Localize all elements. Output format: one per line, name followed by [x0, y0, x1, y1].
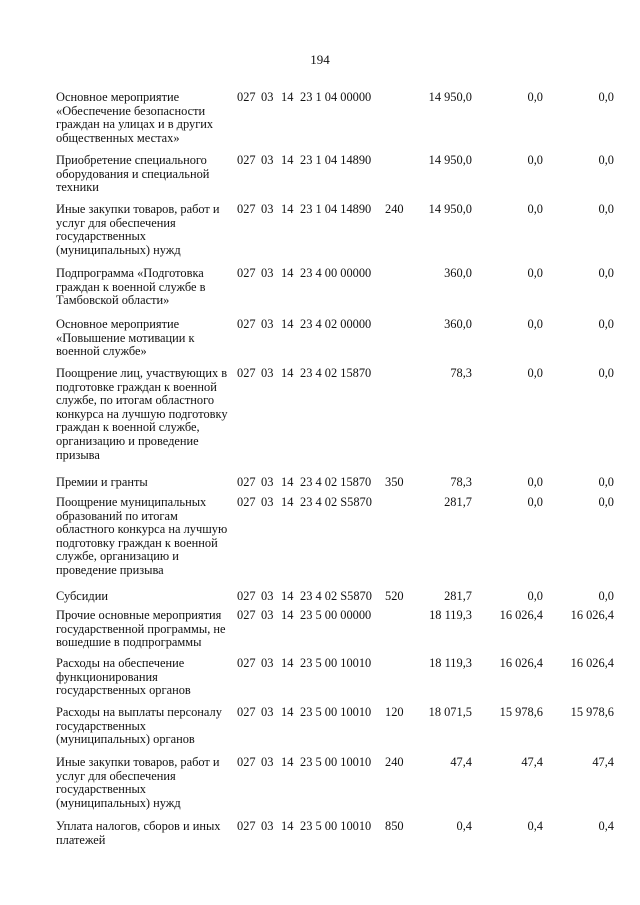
row-value-2: 0,0	[527, 589, 543, 603]
row-value-1: 78,3	[450, 475, 472, 489]
row-ved: 027	[237, 608, 256, 622]
row-rz: 03	[261, 90, 274, 104]
row-name: Расходы на обеспечение функционирования государственных органов	[56, 656, 191, 698]
row-pr: 14	[281, 819, 294, 833]
row-value-3: 0,0	[598, 266, 614, 280]
row-rz: 03	[261, 366, 274, 380]
row-name: Субсидии	[56, 589, 108, 603]
row-value-3: 0,0	[598, 202, 614, 216]
row-value-3: 0,0	[598, 495, 614, 509]
row-ved: 027	[237, 755, 256, 769]
row-pr: 14	[281, 608, 294, 622]
row-csr: 23 5 00 10010	[300, 656, 372, 670]
row-csr: 23 4 00 00000	[300, 266, 372, 280]
row-rz: 03	[261, 589, 274, 603]
row-value-1: 0,4	[456, 819, 472, 833]
row-value-1: 78,3	[450, 366, 472, 380]
row-csr: 23 4 02 15870	[300, 366, 372, 380]
row-csr: 23 4 02 S5870	[300, 495, 372, 509]
row-pr: 14	[281, 366, 294, 380]
row-value-1: 18 119,3	[429, 656, 472, 670]
row-value-1: 18 071,5	[428, 705, 472, 719]
row-pr: 14	[281, 495, 294, 509]
row-name: Приобретение специального оборудования и специальной техники	[56, 153, 210, 195]
row-pr: 14	[281, 589, 294, 603]
row-value-2: 0,0	[527, 317, 543, 331]
row-ved: 027	[237, 317, 256, 331]
row-name: Уплата налогов, сборов и иных платежей	[56, 819, 221, 847]
row-value-3: 0,4	[598, 819, 614, 833]
row-vr: 240	[385, 755, 404, 769]
row-ved: 027	[237, 819, 256, 833]
row-value-3: 47,4	[592, 755, 614, 769]
row-value-1: 360,0	[444, 317, 472, 331]
row-name: Расходы на выплаты персоналу государственных (муниципальных) органов	[56, 705, 222, 747]
row-value-1: 47,4	[450, 755, 472, 769]
row-ved: 027	[237, 656, 256, 670]
row-rz: 03	[261, 202, 274, 216]
row-ved: 027	[237, 705, 256, 719]
row-value-3: 0,0	[598, 90, 614, 104]
row-value-1: 14 950,0	[428, 153, 472, 167]
row-name: Иные закупки товаров, работ и услуг для обеспечения государственных (муниципальных) нужд	[56, 755, 220, 810]
row-name: Иные закупки товаров, работ и услуг для обеспечения государственных (муниципальных) нужд	[56, 202, 220, 257]
row-name: Основное мероприятие «Повышение мотивации к военной службе»	[56, 317, 195, 359]
row-rz: 03	[261, 705, 274, 719]
row-rz: 03	[261, 755, 274, 769]
row-rz: 03	[261, 656, 274, 670]
row-csr: 23 1 04 00000	[300, 90, 372, 104]
row-vr: 850	[385, 819, 404, 833]
row-value-2: 0,0	[527, 475, 543, 489]
row-value-1: 281,7	[444, 495, 472, 509]
row-value-2: 0,4	[527, 819, 543, 833]
row-ved: 027	[237, 589, 256, 603]
row-value-1: 360,0	[444, 266, 472, 280]
row-pr: 14	[281, 90, 294, 104]
row-pr: 14	[281, 266, 294, 280]
row-rz: 03	[261, 608, 274, 622]
row-vr: 350	[385, 475, 404, 489]
row-pr: 14	[281, 202, 294, 216]
row-value-2: 0,0	[527, 495, 543, 509]
row-value-3: 0,0	[598, 589, 614, 603]
row-value-3: 0,0	[598, 317, 614, 331]
row-value-2: 0,0	[527, 90, 543, 104]
row-vr: 240	[385, 202, 404, 216]
row-rz: 03	[261, 819, 274, 833]
row-ved: 027	[237, 90, 256, 104]
row-pr: 14	[281, 475, 294, 489]
row-value-3: 0,0	[598, 475, 614, 489]
row-csr: 23 5 00 10010	[300, 819, 372, 833]
row-name: Основное мероприятие «Обеспечение безопасности граждан на улицах и в других общественных местах»	[56, 90, 214, 145]
row-value-1: 18 119,3	[429, 608, 472, 622]
row-value-3: 16 026,4	[570, 656, 614, 670]
row-name: Прочие основные мероприятия государственной программы, не вошедшие в подпрограммы	[56, 608, 226, 650]
row-value-3: 15 978,6	[570, 705, 614, 719]
row-csr: 23 5 00 10010	[300, 755, 372, 769]
row-csr: 23 4 02 15870	[300, 475, 372, 489]
row-rz: 03	[261, 495, 274, 509]
row-name: Подпрограмма «Подготовка граждан к военной службе в Тамбовской области»	[56, 266, 206, 308]
row-name: Поощрение муниципальных образований по итогам областного конкурса на лучшую подготовку граждан к военной службе, организацию и проведение призыва	[56, 495, 228, 577]
row-ved: 027	[237, 495, 256, 509]
row-csr: 23 1 04 14890	[300, 153, 372, 167]
row-csr: 23 4 02 00000	[300, 317, 372, 331]
row-value-2: 0,0	[527, 266, 543, 280]
row-rz: 03	[261, 153, 274, 167]
row-value-2: 0,0	[527, 202, 543, 216]
row-ved: 027	[237, 475, 256, 489]
row-rz: 03	[261, 475, 274, 489]
row-value-3: 0,0	[598, 153, 614, 167]
row-value-1: 14 950,0	[428, 90, 472, 104]
row-value-2: 16 026,4	[499, 608, 543, 622]
row-csr: 23 1 04 14890	[300, 202, 372, 216]
row-value-3: 0,0	[598, 366, 614, 380]
row-value-2: 15 978,6	[499, 705, 543, 719]
row-rz: 03	[261, 317, 274, 331]
row-name: Премии и гранты	[56, 475, 148, 489]
row-csr: 23 5 00 00000	[300, 608, 372, 622]
row-value-2: 0,0	[527, 153, 543, 167]
row-pr: 14	[281, 656, 294, 670]
row-pr: 14	[281, 755, 294, 769]
row-value-2: 0,0	[527, 366, 543, 380]
row-vr: 520	[385, 589, 404, 603]
row-name: Поощрение лиц, участвующих в подготовке граждан к военной службе, по итогам областного конкурса на лучшую подготовку граждан к военной службе, организацию и проведение призыва	[56, 366, 228, 462]
row-value-1: 14 950,0	[428, 202, 472, 216]
row-pr: 14	[281, 153, 294, 167]
row-ved: 027	[237, 202, 256, 216]
row-ved: 027	[237, 266, 256, 280]
row-value-2: 16 026,4	[499, 656, 543, 670]
row-pr: 14	[281, 705, 294, 719]
row-vr: 120	[385, 705, 404, 719]
row-pr: 14	[281, 317, 294, 331]
page-number: 194	[310, 52, 330, 67]
row-ved: 027	[237, 153, 256, 167]
row-value-3: 16 026,4	[570, 608, 614, 622]
row-csr: 23 5 00 10010	[300, 705, 372, 719]
row-rz: 03	[261, 266, 274, 280]
row-value-1: 281,7	[444, 589, 472, 603]
row-value-2: 47,4	[521, 755, 543, 769]
row-csr: 23 4 02 S5870	[300, 589, 372, 603]
row-ved: 027	[237, 366, 256, 380]
